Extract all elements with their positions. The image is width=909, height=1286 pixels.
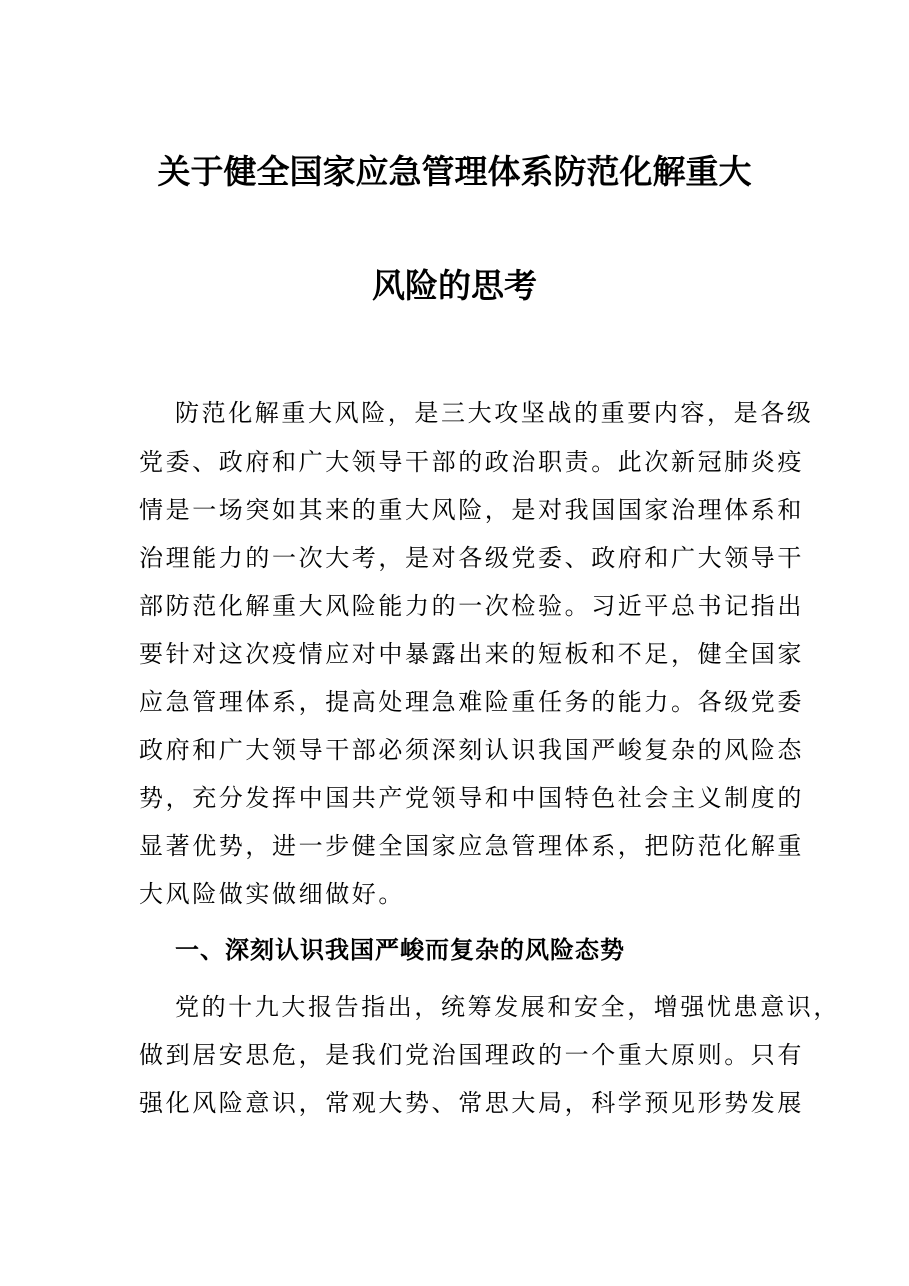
paragraph-1-line: 要针对这次疫情应对中暴露出来的短板和不足，健全国家 <box>139 640 804 668</box>
paragraph-1-line: 显著优势，进一步健全国家应急管理体系，把防范化解重 <box>139 832 804 860</box>
paragraph-1-line: 部防范化解重大风险能力的一次检验。习近平总书记指出 <box>139 592 804 620</box>
paragraph-1-line: 势，充分发挥中国共产党领导和中国特色社会主义制度的 <box>139 784 804 812</box>
paragraph-2-line: 做到居安思危，是我们党治国理政的一个重大原则。只有 <box>139 1041 804 1069</box>
paragraph-1-line: 政府和广大领导干部必须深刻认识我国严峻复杂的风险态 <box>139 736 804 764</box>
paragraph-1-line: 治理能力的一次大考，是对各级党委、政府和广大领导干 <box>139 544 804 572</box>
paragraph-1-line: 党委、政府和广大领导干部的政治职责。此次新冠肺炎疫 <box>139 448 804 476</box>
document-title-line-1: 关于健全国家应急管理体系防范化解重大 <box>157 152 752 191</box>
paragraph-2-line: 强化风险意识，常观大势、常思大局，科学预见形势发展 <box>139 1089 804 1117</box>
section-1-heading: 一、深刻认识我国严峻而复杂的风险态势 <box>175 936 625 964</box>
paragraph-1-line: 应急管理体系，提高处理急难险重任务的能力。各级党委 <box>139 688 804 716</box>
paragraph-1-line: 情是一场突如其来的重大风险，是对我国国家治理体系和 <box>139 496 804 524</box>
document-title-line-2: 风险的思考 <box>372 266 537 305</box>
paragraph-1-line: 防范化解重大风险，是三大攻坚战的重要内容，是各级 <box>175 399 814 427</box>
paragraph-2-line: 党的十九大报告指出，统筹发展和安全，增强忧患意识， <box>175 993 840 1021</box>
paragraph-1-line: 大风险做实做细做好。 <box>139 880 405 908</box>
